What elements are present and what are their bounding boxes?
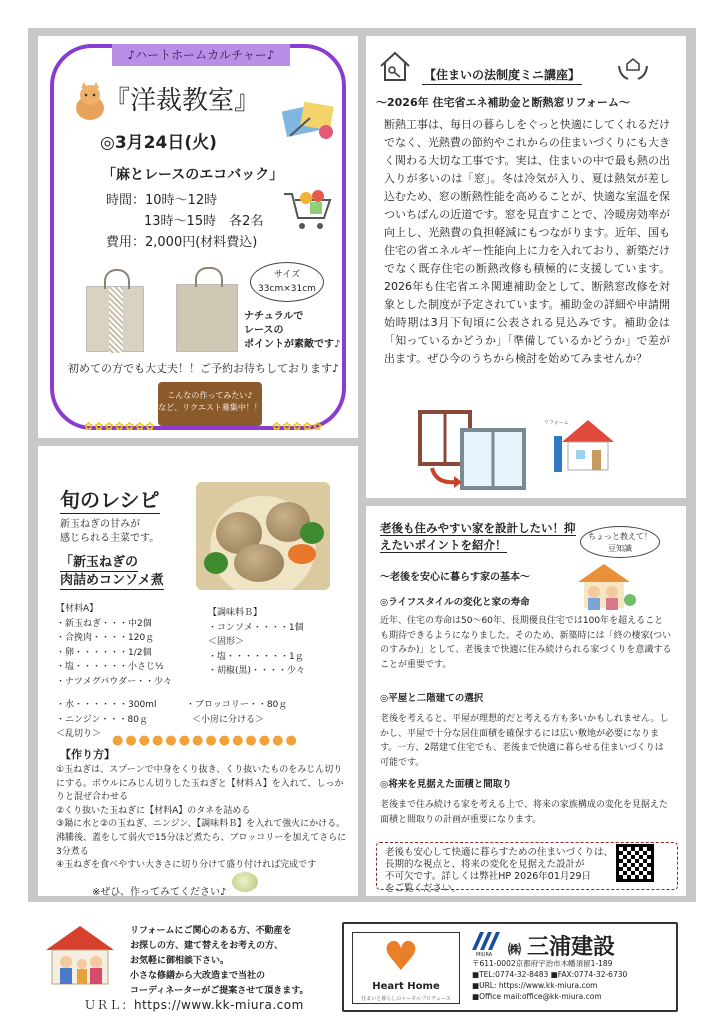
miura-logo-icon — [470, 930, 504, 952]
stuffed-onion — [234, 544, 284, 582]
home-column-panel — [366, 506, 686, 896]
home-section-title: ◎ライフスタイルの変化と家の寿命 — [380, 597, 530, 608]
reform-label: リフォーム — [544, 420, 569, 426]
fruit-row-icon: ●●●●●●●●●●●●●● — [112, 733, 299, 748]
lace-bag-photo — [86, 286, 144, 352]
natural-note-line: ポイントが素敵です♪ — [244, 339, 341, 350]
sewing-kit-icon — [280, 98, 338, 142]
method-step: ①玉ねぎは、スプーンで中身をくり抜き、くり抜いたものをみじん切りにする。ボウルにみじん切りした玉ねぎと【材料Ａ】を入れて、しっかりと混ぜ合わせる — [56, 765, 344, 803]
company-url-link[interactable]: ■URL: https://www.kk-miura.com — [472, 981, 598, 990]
home-section-text: 老後を考えると、平屋が理想的だと考える方も多いかもしれません。しかし、平屋で十分な居住面積を確保するには広い敷地が必要になります。一方、2階建て住宅でも、老後まで快適に暮らせる住まいづくりは可能です。 — [380, 714, 669, 768]
home-heading-text: 老後も住みやすい家を設計したい！抑えたいポイントを紹介！ — [380, 521, 576, 552]
size-bubble — [250, 262, 324, 302]
footer-url-link[interactable]: ＵＲＬ：https://www.kk-miura.com — [84, 998, 304, 1012]
heart-icon: ♥ — [383, 934, 419, 980]
company-address: 〒611-0002京都府宇治市木幡須留1-189 — [472, 959, 613, 968]
linen-bag-photo — [176, 284, 238, 352]
home-section-title: ◎将来を見据えた面積と間取り — [380, 779, 512, 790]
miura-label: MIURA — [476, 952, 493, 958]
seasoning-b-list — [208, 606, 305, 679]
tulip-row-icon: ✿✿✿✿✿ — [272, 420, 324, 433]
footer-message-line: お探しの方、建て替えをお考えの方、 — [130, 941, 284, 951]
heart-home-logo — [352, 932, 460, 1004]
ingredients-extra2-list — [186, 698, 287, 727]
class-product: 「麻とレースのエコバック」 — [102, 167, 284, 183]
natural-note-line: レースの — [244, 325, 284, 336]
home-section-text: 近年、住宅の寿命は50～60年、長期優良住宅では100年を超えることも期待できるようになりました。そのため、新築時には「終の棲家(ついのすみか)」として、老後まで快適に住み続けられる家づくりを意識することが重要です。 — [380, 616, 672, 670]
ingredient-item: ・塩・・・・・・小さじ½ — [56, 662, 164, 672]
ingredient-item: ＜乱切り＞ — [56, 729, 102, 739]
size-value: 33cm×31cm — [258, 284, 316, 294]
time-line-2: 13時～15時 各2名 — [144, 214, 264, 229]
size-label: サイズ — [273, 270, 301, 280]
natural-note-line: ナチュラルで — [244, 311, 304, 322]
home-subheading: ～老後を安心に暮らす家の基本～ — [380, 572, 530, 583]
recipe-intro-line: 新玉ねぎの甘みが — [60, 519, 140, 530]
recipe-panel — [38, 446, 358, 896]
law-body: 断熱工事は、毎日の暮らしをぐっと快適にしてくれるだけでなく、光熱費の節約やこれからの住まいづくりにも大きく関わる大切な工事です。実は、住まいの中で最も熱の出入りが多いのは「窓」。冬は冷気が入り、夏は熱気が差し込むため、窓の断熱性能を高めることが、快適な室温を保ついちばんの近道です。窓を見直すことで、冷暖房効率が向上し、光熱費の負担軽減にもつながります。近年、国も住宅の省エネルギー性能向上に力を入れており、新築だけでなく既存住宅の断熱改修も積極的に支援しています。2026年も住宅省エネ関連補助金として、断熱窓改修を対象とした制度が予定されています。補助金の詳細や申請開始時期は3月下旬頃に公表される見込みです。補助金は「知っているかどうか」「準備しているかどうか」で差が出ます。ぜひ今のうちから検討を始めてみませんか？ — [384, 118, 670, 365]
company-name — [508, 930, 615, 961]
family-house-icon — [42, 922, 118, 986]
law-column-panel — [366, 36, 686, 498]
seasoning-item: 【調味料Ｂ】 — [208, 608, 263, 618]
company-phone: ■TEL:0774-32-8483 ■FAX:0774-32-6730 — [472, 970, 628, 979]
shopping-cart-icon — [282, 188, 334, 232]
class-welcome: 初めての方でも大丈夫！！ご予約お待ちしております♪ — [68, 362, 340, 375]
tip-bubble — [580, 526, 660, 558]
onion-icon — [232, 872, 258, 892]
ingredient-item: ・ニンジン・・・80ｇ — [56, 714, 149, 725]
request-line-1: こんなの作ってみたい♪ — [167, 391, 253, 400]
ingredient-item: ・卵・・・・・・1/2個 — [56, 647, 152, 658]
qr-code[interactable] — [616, 844, 654, 882]
method-steps — [56, 764, 350, 873]
cta-line: 長期的な視点と、将来の変化を見据えた設計が — [385, 859, 585, 870]
cta-line: 不可欠です。詳しくは弊社HP 2026年01月29日 — [385, 871, 591, 882]
ingredients-a-list — [56, 602, 172, 689]
brand-name: Heart Home — [372, 981, 440, 992]
recipe-title: 旬のレシピ — [60, 484, 160, 514]
footer-message-line: 小さな修繕から大改造まで当社の — [130, 971, 266, 981]
ingredient-item: ＜小房に分ける＞ — [192, 714, 265, 725]
hands-house-icon — [616, 50, 650, 82]
recipe-intro — [60, 518, 159, 546]
class-card — [50, 44, 346, 433]
company-details — [472, 952, 628, 1002]
company-name-text: 三浦建設 — [527, 934, 616, 960]
company-card — [342, 922, 678, 1012]
carrot — [288, 544, 316, 564]
class-title: 『洋裁教室』 — [104, 86, 261, 116]
footer-message-line: リフォームにご関心のある方、不動産を — [130, 926, 292, 936]
culture-class-panel — [38, 36, 358, 438]
cta-line: をご覧ください。 — [385, 883, 462, 894]
footer-message-line: お気軽に御相談下さい。 — [130, 956, 230, 966]
ingredient-item: ・水・・・・・・300ml — [56, 700, 157, 710]
company-email-link[interactable]: ■Office mail:office@kk-miura.com — [472, 992, 602, 1001]
ingredient-item: ・ブロッコリー・・80ｇ — [186, 700, 288, 710]
method-step: ②くり抜いた玉ねぎに【材料A】のタネを詰める — [56, 805, 251, 816]
brand-tagline: 住まいと暮らしのトータルプロデュース — [361, 996, 451, 1002]
elderly-couple-house-icon — [572, 560, 636, 612]
class-fee: 費用：2,000円(材料費込) — [106, 235, 258, 250]
house-key-icon — [378, 50, 412, 82]
law-subheading: ～2026年 住宅省エネ補助金と断熱窓リフォーム～ — [376, 96, 630, 109]
request-board — [158, 382, 262, 426]
seasoning-item: ＜固形＞ — [208, 637, 245, 647]
ingredient-item: 【材料A】 — [56, 604, 99, 614]
class-date: ◎3月24日(火) — [100, 133, 217, 153]
law-heading: 【住まいの法制度ミニ講座】 — [422, 66, 582, 85]
seasoning-item: ・胡椒(黒)・・・・少々 — [208, 666, 306, 676]
ingredient-item: ・新玉ねぎ・・・中2個 — [56, 618, 152, 629]
footer-message-line: コーディネーターがご提案させて頂きます。 — [130, 986, 309, 996]
method-closing: ※ぜひ、作ってみてください♪ — [92, 887, 227, 898]
recipe-intro-line: 感じられる主菜です。 — [60, 533, 160, 544]
dish-photo — [196, 482, 330, 590]
home-section-title: ◎平屋と二階建ての選択 — [380, 693, 484, 704]
recipe-name — [60, 554, 164, 590]
home-heading — [380, 520, 580, 554]
ingredient-item: ・ナツメグパウダー・・少々 — [56, 676, 173, 687]
method-heading: 【作り方】 — [60, 748, 115, 761]
class-schedule — [106, 190, 263, 253]
time-line-1: 時間：10時～12時 — [106, 193, 218, 208]
recipe-name-line: 「新玉ねぎの — [60, 555, 139, 570]
tip-line-1: ちょっと教えて！ — [588, 532, 652, 541]
cta-line: 老後も安心して快適に暮らすための住まいづくりは、 — [385, 847, 614, 858]
seasoning-item: ・コンソメ・・・・1個 — [208, 622, 304, 633]
method-step: ④玉ねぎを食べやすい大きさに切り分けて盛り付ければ完成です — [56, 860, 317, 871]
company-kk: ㈱ — [508, 942, 522, 958]
cat-sewing-icon — [72, 82, 108, 122]
ingredient-item: ・合挽肉・・・・120ｇ — [56, 633, 155, 643]
seasoning-item: ・塩・・・・・・・1ｇ — [208, 651, 304, 662]
broccoli — [300, 522, 324, 544]
broccoli — [204, 552, 228, 574]
window-renovation-icon — [418, 410, 528, 490]
home-section-text: 老後まで住み続ける家を考える上で、将来の家族構成の変化を見据えた面積と間取りの計画が重要になります。 — [380, 800, 668, 825]
request-line-2: など、リクエスト募集中！！ — [158, 403, 262, 412]
culture-banner: ♪ハートホームカルチャー♪ — [112, 44, 290, 66]
natural-note — [244, 310, 340, 352]
footer-message — [130, 924, 309, 999]
recipe-name-line: 肉詰めコンソメ煮 — [60, 573, 164, 588]
tulip-row-icon: ✿✿✿✿✿✿✿ — [84, 420, 156, 433]
method-step: ③鍋に水と②の玉ねぎ、ニンジン、【調味料Ｂ】を入れて強火にかける。沸騰後、蓋をして弱火で15分ほど煮たら、ブロッコリーを加えてさらに3分煮る — [56, 819, 347, 857]
tip-line-2: 豆知識 — [608, 544, 632, 553]
